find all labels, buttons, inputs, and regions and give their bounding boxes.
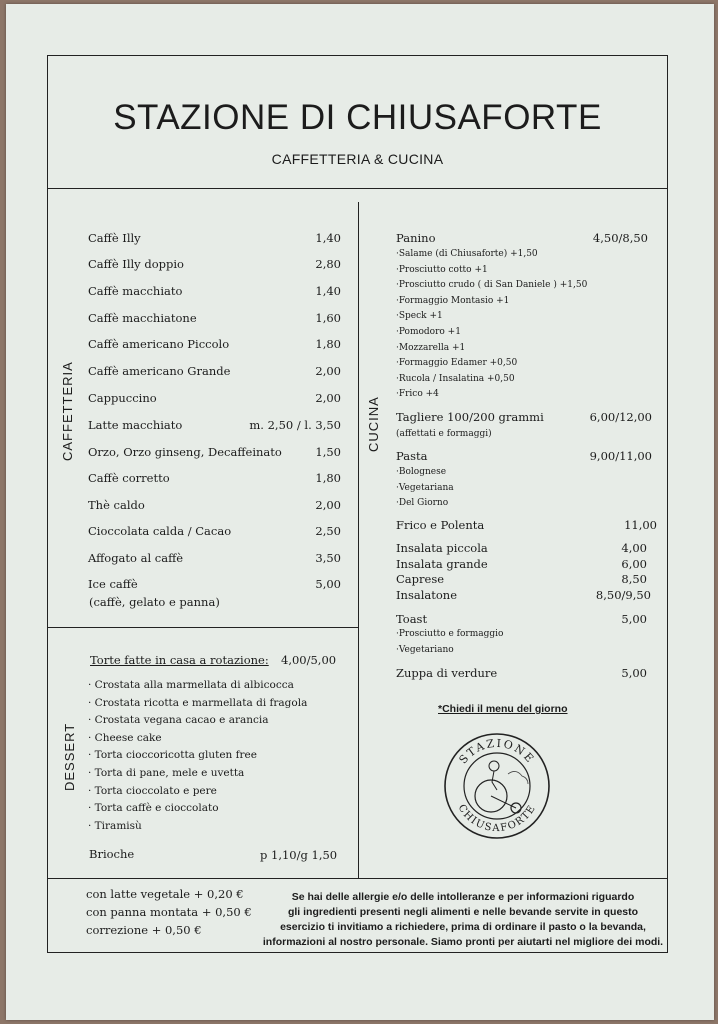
caffetteria-item-price: 2,00: [315, 498, 341, 512]
logo-bottom-text: CHIUSAFORTE: [455, 802, 539, 835]
caffetteria-item-price: m. 2,50 / l. 3,50: [249, 418, 341, 432]
caffetteria-item-name: Thè caldo: [88, 498, 145, 512]
insalata-price: 6,00: [621, 556, 647, 571]
pasta-option: ·Vegetariana: [396, 482, 454, 493]
panino-option: ·Salame (di Chiusaforte) +1,50: [396, 249, 538, 259]
panino-option: ·Mozzarella +1: [396, 342, 466, 353]
torte-label: Torte fatte in casa a rotazione:: [90, 653, 269, 667]
toast-name: Toast: [396, 612, 428, 626]
insalata-name: Insalatone: [396, 587, 457, 602]
caffetteria-item-name: Caffè americano Piccolo: [88, 337, 230, 351]
frico-price: 11,00: [624, 518, 657, 532]
caffetteria-item-name: Latte macchiato: [88, 418, 183, 432]
allergy-line: informazioni al nostro personale. Siamo pronti per aiutarti nel migliore dei modi.: [262, 936, 664, 948]
allergy-line: esercizio ti invitiamo a richiedere, prima di ordinare il pasto o la bevanda,: [280, 921, 646, 933]
caffetteria-item-name: Orzo, Orzo ginseng, Decaffeinato: [88, 445, 282, 459]
insalata-name: Insalata piccola: [396, 541, 488, 555]
caffetteria-item-price: 1,80: [315, 471, 341, 485]
caffetteria-item-price: 1,40: [315, 231, 341, 245]
insalata-name: Insalata grande: [396, 556, 488, 571]
zuppa-name: Zuppa di verdure: [396, 666, 498, 680]
pasta-price: 9,00/11,00: [589, 449, 652, 463]
caffetteria-item-price: 2,00: [315, 391, 341, 405]
brioche-price: p 1,10/g 1,50: [260, 848, 338, 862]
torte-price: 4,00/5,00: [281, 653, 337, 667]
pasta-option: ·Bolognese: [396, 467, 447, 477]
panino-price: 4,50/8,50: [592, 231, 648, 245]
footer-extra: con panna montata + 0,50 €: [86, 905, 252, 919]
caffetteria-item-name: Caffè macchiato: [88, 284, 183, 298]
menu-giorno-note: *Chiedi il menu del giorno: [438, 703, 568, 715]
dessert-item: · Tiramisù: [88, 819, 142, 832]
insalata-price: 8,50: [621, 572, 647, 586]
insalata-price: 4,00: [621, 541, 647, 555]
caffetteria-item-price: 1,40: [315, 284, 341, 298]
toast-price: 5,00: [621, 612, 647, 626]
panino-option: ·Rucola / Insalatina +0,50: [396, 373, 515, 384]
column-divider: [358, 202, 359, 878]
header-divider: [47, 188, 668, 189]
page-title: STAZIONE DI CHIUSAFORTE: [113, 98, 602, 137]
tagliere-price: 6,00/12,00: [589, 410, 652, 424]
allergy-note: [258, 890, 668, 950]
caffetteria-item-name: Caffè corretto: [88, 471, 170, 485]
caffetteria-item-name: Cioccolata calda / Cacao: [88, 524, 232, 538]
caffetteria-item-name: Caffè americano Grande: [88, 364, 231, 378]
footer-extra: con latte vegetale + 0,20 €: [86, 887, 244, 901]
caffetteria-item-name: Caffè Illy doppio: [88, 257, 184, 271]
stazione-logo: [444, 730, 551, 842]
insalata-price: 8,50/9,50: [595, 587, 651, 602]
pasta-option: ·Del Giorno: [396, 498, 449, 508]
tagliere-name: Tagliere 100/200 grammi: [396, 410, 544, 424]
dessert-item: · Torta di pane, mele e uvetta: [88, 767, 245, 779]
toast-option: ·Prosciutto e formaggio: [396, 629, 504, 639]
panino-option: ·Formaggio Edamer +0,50: [396, 358, 518, 369]
ice-caffe-note: (caffè, gelato e panna): [89, 595, 220, 609]
dessert-item: · Crostata vegana cacao e arancia: [88, 714, 269, 727]
panino-option: ·Prosciutto cotto +1: [396, 264, 488, 275]
panino-option: ·Pomodoro +1: [396, 327, 461, 337]
caffetteria-item-name: Cappuccino: [88, 391, 157, 405]
caffetteria-item-name: Affogato al caffè: [88, 551, 184, 565]
zuppa-price: 5,00: [621, 666, 647, 680]
dessert-label: DESSERT: [62, 722, 77, 791]
allergy-line: gli ingredienti presenti negli alimenti e nelle bevande servite in questo: [287, 906, 639, 918]
tagliere-sub: (affettati e formaggi): [396, 429, 492, 439]
dessert-item: · Torta caffè e cioccolato: [88, 802, 219, 815]
brioche-name: Brioche: [89, 847, 135, 861]
panino-name: Panino: [396, 231, 436, 245]
pasta-name: Pasta: [396, 449, 428, 463]
dessert-item: · Crostata alla marmellata di albicocca: [88, 679, 294, 691]
caffetteria-item-price: 2,80: [315, 257, 341, 271]
page-subtitle: CAFFETTERIA & CUCINA: [271, 151, 444, 167]
panino-option: ·Prosciutto crudo ( di San Daniele ) +1,50: [396, 280, 588, 291]
dessert-item: · Torta cioccolato e pere: [88, 784, 217, 797]
logo-top-text: STAZIONE: [456, 736, 538, 767]
caffetteria-label: CAFFETTERIA: [60, 361, 75, 461]
footer-divider: [47, 878, 668, 879]
caffetteria-item-name: Caffè macchiatone: [88, 311, 197, 325]
dessert-divider: [47, 627, 358, 628]
caffetteria-item-price: 3,50: [315, 551, 341, 565]
caffetteria-item-name: Caffè Illy: [88, 231, 141, 245]
caffetteria-item-price: 1,80: [315, 337, 341, 351]
dessert-item: · Crostata ricotta e marmellata di fragola: [88, 696, 308, 709]
toast-option: ·Vegetariano: [396, 644, 454, 655]
caffetteria-item-price: 1,60: [315, 311, 341, 325]
panino-option: ·Speck +1: [396, 311, 443, 322]
caffetteria-item-price: 1,50: [315, 445, 341, 459]
caffetteria-item-price: 5,00: [315, 577, 341, 591]
dessert-item: · Torta cioccoricotta gluten free: [88, 749, 257, 762]
panino-option: ·Frico +4: [396, 389, 439, 400]
footer-extra: correzione + 0,50 €: [86, 923, 202, 937]
allergy-line: Se hai delle allergie e/o delle intolleranze e per informazioni riguardo: [291, 891, 635, 903]
caffetteria-item-name: Ice caffè: [88, 577, 138, 591]
panino-option: ·Formaggio Montasio +1: [396, 295, 510, 306]
dessert-item: · Cheese cake: [88, 731, 162, 744]
caffetteria-item-price: 2,50: [315, 524, 341, 538]
frico-name: Frico e Polenta: [396, 518, 485, 532]
cucina-label: CUCINA: [366, 396, 381, 452]
insalata-name: Caprese: [396, 572, 445, 586]
caffetteria-item-price: 2,00: [315, 364, 341, 378]
